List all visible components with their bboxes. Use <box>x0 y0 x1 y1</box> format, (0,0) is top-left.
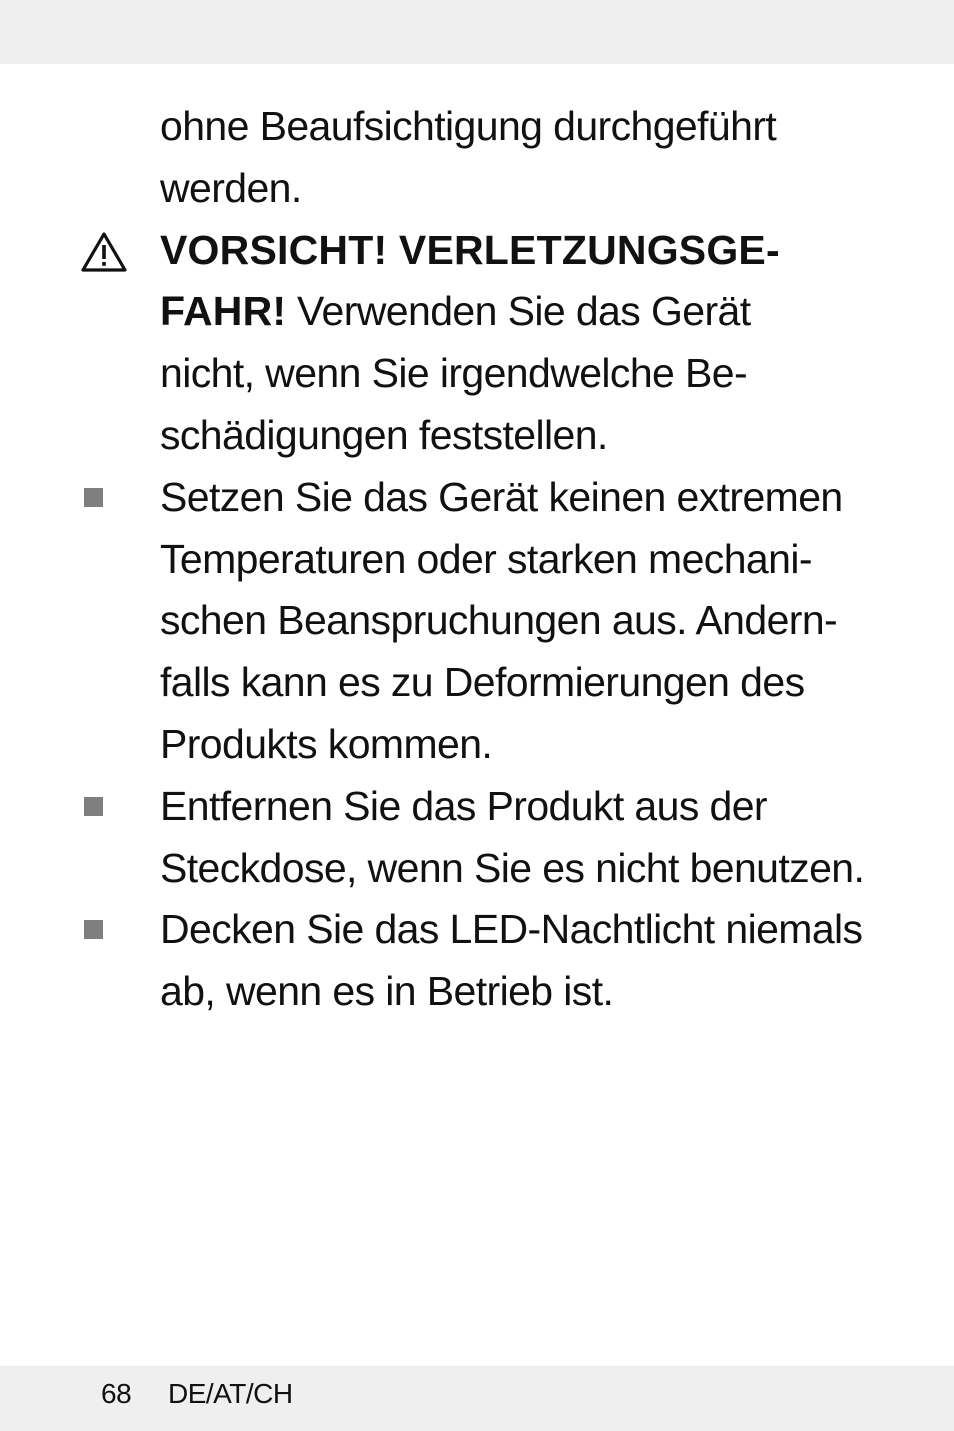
text-line: schen Beanspruchungen aus. Andern- <box>160 597 838 644</box>
bullet-item <box>0 467 880 776</box>
text-line: Steckdose, wenn Sie es nicht benutzen. <box>160 844 865 891</box>
text-line: werden. <box>160 164 302 211</box>
text-line: schädigungen feststellen. <box>160 411 608 458</box>
warning-item <box>0 220 880 467</box>
text-line: falls kann es zu Deformierungen des <box>160 659 805 706</box>
page-content <box>0 96 954 1023</box>
text-line: nicht, wenn Sie irgendwelche Be- <box>160 350 748 397</box>
language-label: DE/AT/CH <box>168 1378 293 1409</box>
square-bullet-icon <box>84 488 103 507</box>
warning-triangle-icon <box>80 231 128 273</box>
square-bullet-icon <box>84 920 103 939</box>
warning-heading-end: FAHR! <box>160 288 287 335</box>
continuation-paragraph <box>0 96 880 220</box>
text-line: ab, wenn es in Betrieb ist. <box>160 968 614 1015</box>
text-line: Entfernen Sie das Produkt aus der <box>160 782 767 829</box>
warning-heading: VORSICHT! VERLETZUNGSGE- <box>160 226 780 273</box>
bullet-item <box>0 899 880 1023</box>
bullet-item <box>0 776 880 900</box>
text-line: Produkts kommen. <box>160 720 493 767</box>
square-bullet-icon <box>84 797 103 816</box>
text-line: Setzen Sie das Gerät keinen extremen <box>160 473 843 520</box>
page-number: 68 <box>101 1378 132 1409</box>
warning-text: Verwenden Sie das Gerät <box>286 288 751 335</box>
text-line <box>160 281 880 343</box>
text-line: ohne Beaufsichtigung durchgeführt <box>160 103 777 149</box>
text-line: Temperaturen oder starken mechani- <box>160 535 812 582</box>
header-band <box>0 0 954 64</box>
footer-band <box>0 1366 954 1431</box>
text-line: Decken Sie das LED-Nachtlicht niemals <box>160 906 863 953</box>
